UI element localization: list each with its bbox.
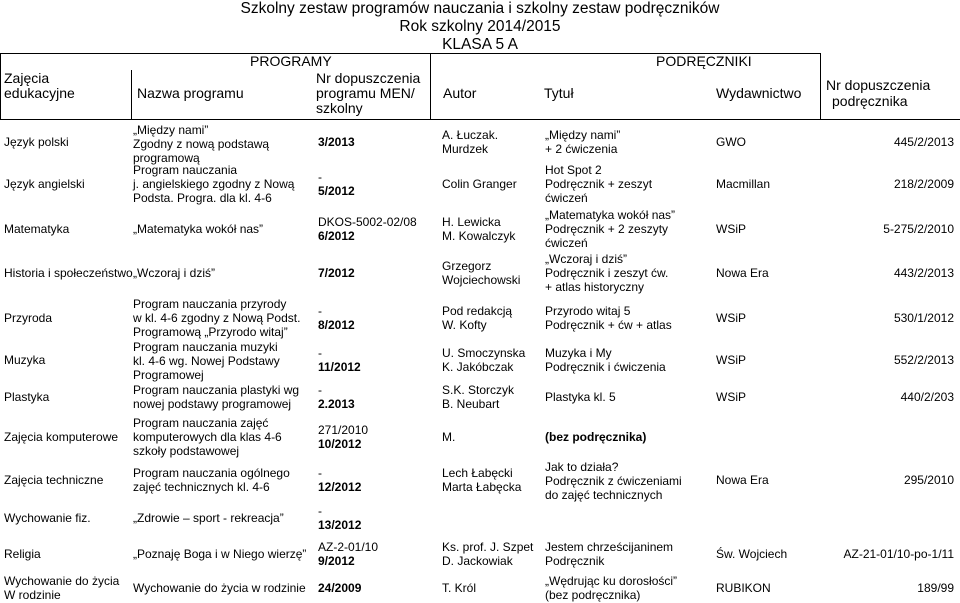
cell-author: U. Smoczynska xyxy=(442,345,526,360)
cell-program-no: 2.2013 xyxy=(318,396,355,411)
cell-program: Programową „Przyrodo witaj” xyxy=(133,324,288,339)
cell-book-title: Podręcznik + zeszyt xyxy=(545,177,653,191)
cell-book-no: 5-275/2/2010 xyxy=(883,221,954,236)
cell-program: Podsta. Progra. dla kl. 4-6 xyxy=(133,191,272,205)
cell-program: „Poznaję Boga i w Niego wierzę” xyxy=(133,546,307,561)
cell-author: W. Kofty xyxy=(442,317,487,332)
cell-book-title: „Matematyka wokół nas” xyxy=(545,207,676,222)
cell-subject: Zajęcia techniczne xyxy=(4,473,104,487)
school-year: Rok szkolny 2014/2015 xyxy=(399,18,561,35)
doc-title: Szkolny zestaw programów nauczania i szkolny zestaw podręczników xyxy=(240,0,720,17)
cell-publisher: Macmillan xyxy=(716,177,771,191)
cell-program: Programowej xyxy=(133,368,204,382)
cell-book-title: „Wczoraj i dziś” xyxy=(545,252,628,266)
cell-author: B. Neubart xyxy=(442,396,500,411)
cell-author: K. Jakóbczak xyxy=(442,359,514,374)
col-publisher: Wydawnictwo xyxy=(716,85,802,101)
cell-author: S.K. Storczyk xyxy=(442,382,515,397)
cell-book-no: 443/2/2013 xyxy=(893,266,954,280)
cell-book-title: Podręcznik xyxy=(545,553,605,568)
cell-book-title: Muzyka i My xyxy=(545,345,612,360)
cell-book-title: Podręcznik z ćwiczeniami xyxy=(545,474,682,488)
cell-program: Program nauczania zajęć xyxy=(133,415,269,430)
cell-program-no: 271/2010 xyxy=(318,422,369,437)
cell-book-no: 189/99 xyxy=(917,581,954,595)
class-name: KLASA 5 A xyxy=(442,36,518,53)
cell-program: nowej podstawy programowej xyxy=(133,396,292,411)
cell-subject: Język angielski xyxy=(4,177,85,191)
cell-book-no: 295/2010 xyxy=(903,473,954,487)
cell-subject: Historia i społeczeństwo xyxy=(4,266,133,280)
cell-program: w kl. 4-6 zgodny z Nową Podst. xyxy=(133,310,301,325)
cell-program: „Wczoraj i dziś” xyxy=(133,266,216,280)
cell-program: Program nauczania przyrody xyxy=(133,296,287,311)
cell-program: szkoły podstawowej xyxy=(133,443,240,458)
cell-author: Lech Łabęcki xyxy=(442,466,513,480)
cell-author: Wojciechowski xyxy=(442,273,521,287)
cell-book-title: Podręcznik + ćw + atlas xyxy=(545,317,672,332)
cell-book-title: Podręcznik + 2 zeszyty xyxy=(545,221,669,236)
cell-subject: Wychowanie do życia xyxy=(4,574,120,588)
cell-program-no: 7/2012 xyxy=(318,266,355,280)
cell-program: Program nauczania xyxy=(133,163,238,177)
cell-subject: Matematyka xyxy=(4,221,70,236)
cell-publisher: Nowa Era xyxy=(716,473,769,487)
cell-subject: Religia xyxy=(4,546,41,561)
cell-program: komputerowych dla klas 4-6 xyxy=(133,429,282,444)
cell-publisher: RUBIKON xyxy=(716,581,771,595)
cell-program-no: DKOS-5002-02/08 xyxy=(318,214,417,229)
cell-book-no: 445/2/2013 xyxy=(893,135,954,149)
cell-program: Zgodny z nową podstawą xyxy=(133,137,270,151)
cell-author: A. Łuczak. xyxy=(442,128,499,142)
cell-program-no: 5/2012 xyxy=(318,184,355,198)
cell-book-title: Jak to działa? xyxy=(545,460,619,474)
cell-publisher: Św. Wojciech xyxy=(716,546,788,561)
cell-program-no: - xyxy=(318,382,322,397)
cell-subject: Plastyka xyxy=(4,389,50,404)
cell-author: Grzegorz xyxy=(442,259,492,273)
col-program-name: Nazwa programu xyxy=(137,85,244,101)
cell-program-no: 3/2013 xyxy=(318,135,355,149)
cell-book-title: Plastyka kl. 5 xyxy=(545,389,616,404)
cell-book-no: 218/2/2009 xyxy=(893,177,954,191)
cell-program: j. angielskiego zgodny z Nową xyxy=(133,177,295,191)
cell-publisher: WSiP xyxy=(716,352,746,367)
cell-program-no: - xyxy=(318,303,322,318)
cell-author: Pod redakcją xyxy=(442,303,513,318)
cell-program: „Matematyka wokół nas” xyxy=(133,221,264,236)
cell-book-title: Przyrodo witaj 5 xyxy=(545,303,631,318)
cell-book-title: (bez podręcznika) xyxy=(545,429,647,444)
cell-author: Murdzek xyxy=(442,142,489,156)
cell-program-no: - xyxy=(318,170,322,184)
cell-publisher: Nowa Era xyxy=(716,266,769,280)
cell-author: Marta Łabęcka xyxy=(442,480,522,494)
cell-book-no: 530/1/2012 xyxy=(893,310,954,325)
cell-book-title: „Wędrując ku dorosłości” xyxy=(545,574,678,588)
cell-subject: Wychowanie fiz. xyxy=(4,510,91,525)
cell-book-title: „Między nami” xyxy=(545,128,621,142)
cell-program-no: 12/2012 xyxy=(318,480,362,494)
cell-book-title: Jestem chrześcijaninem xyxy=(545,539,674,554)
cell-publisher: WSiP xyxy=(716,389,746,404)
cell-author: Colin Granger xyxy=(442,177,517,191)
col-program-no-line3: szkolny xyxy=(316,100,363,116)
col-program-no-line2: programu MEN/ xyxy=(316,85,415,101)
cell-program-no: 10/2012 xyxy=(318,436,362,451)
cell-author: Ks. prof. J. Szpet xyxy=(442,539,534,554)
cell-program: Program nauczania muzyki xyxy=(133,340,278,354)
cell-book-no: 440/2/203 xyxy=(900,389,954,404)
cell-publisher: WSiP xyxy=(716,221,746,236)
podreczniki-header: PODRĘCZNIKI xyxy=(656,53,752,69)
cell-program-no: 6/2012 xyxy=(318,228,355,243)
cell-subject: Muzyka xyxy=(4,352,46,367)
col-program-no-line1: Nr dopuszczenia xyxy=(316,70,421,86)
cell-book-title: ćwiczeń xyxy=(545,235,588,250)
cell-program: „Między nami” xyxy=(133,123,209,137)
cell-book-title: + atlas historyczny xyxy=(545,280,645,294)
cell-program: kl. 4-6 wg. Nowej Podstawy xyxy=(133,354,280,368)
col-book-no-line1: Nr dopuszczenia xyxy=(826,77,931,93)
cell-subject: Zajęcia komputerowe xyxy=(4,429,119,444)
cell-program: Wychowanie do życia w rodzinie xyxy=(133,581,306,595)
cell-program: Program nauczania ogólnego xyxy=(133,466,290,480)
col-book-no-line2: podręcznika xyxy=(832,93,908,109)
cell-program-no: - xyxy=(318,503,322,518)
cell-subject: W rodzinie xyxy=(4,588,61,602)
col-subject-line1: Zajęcia xyxy=(4,70,50,86)
cell-book-title: Podręcznik i ćwiczenia xyxy=(545,359,666,374)
cell-book-no: 552/2/2013 xyxy=(893,352,954,367)
cell-program-no: - xyxy=(318,466,322,480)
cell-author: M. Kowalczyk xyxy=(442,228,516,243)
cell-author: M. xyxy=(442,429,456,444)
cell-program: Program nauczania plastyki wg xyxy=(133,382,300,397)
cell-program-no: 24/2009 xyxy=(318,581,362,595)
cell-author: T. Król xyxy=(442,581,477,595)
col-book-title: Tytuł xyxy=(544,85,574,101)
cell-publisher: GWO xyxy=(716,135,746,149)
cell-program: „Zdrowie – sport - rekreacja” xyxy=(133,510,284,525)
cell-book-title: Podręcznik i zeszyt ćw. xyxy=(545,266,669,280)
col-subject-line2: edukacyjne xyxy=(4,85,75,101)
cell-book-title: Hot Spot 2 xyxy=(545,163,602,177)
cell-author: H. Lewicka xyxy=(442,214,501,229)
cell-book-title: (bez podręcznika) xyxy=(545,588,641,602)
cell-subject: Język polski xyxy=(4,135,69,149)
cell-book-title: ćwiczeń xyxy=(545,191,588,205)
cell-program-no: 9/2012 xyxy=(318,553,355,568)
cell-publisher: WSiP xyxy=(716,310,746,325)
cell-book-title: do zajęć technicznych xyxy=(545,488,663,502)
cell-program: zajęć technicznych kl. 4-6 xyxy=(133,480,270,494)
cell-subject: Przyroda xyxy=(4,310,53,325)
col-author: Autor xyxy=(443,85,477,101)
programy-header: PROGRAMY xyxy=(250,53,332,69)
cell-program-no: - xyxy=(318,345,322,360)
cell-program-no: AZ-2-01/10 xyxy=(318,539,379,554)
cell-program: programową xyxy=(133,151,200,165)
cell-book-title: + 2 ćwiczenia xyxy=(545,142,618,156)
cell-program-no: 8/2012 xyxy=(318,317,355,332)
cell-program-no: 13/2012 xyxy=(318,517,362,532)
cell-author: D. Jackowiak xyxy=(442,553,513,568)
cell-book-no: AZ-21-01/10-po-1/11 xyxy=(843,546,954,561)
cell-program-no: 11/2012 xyxy=(318,359,361,374)
